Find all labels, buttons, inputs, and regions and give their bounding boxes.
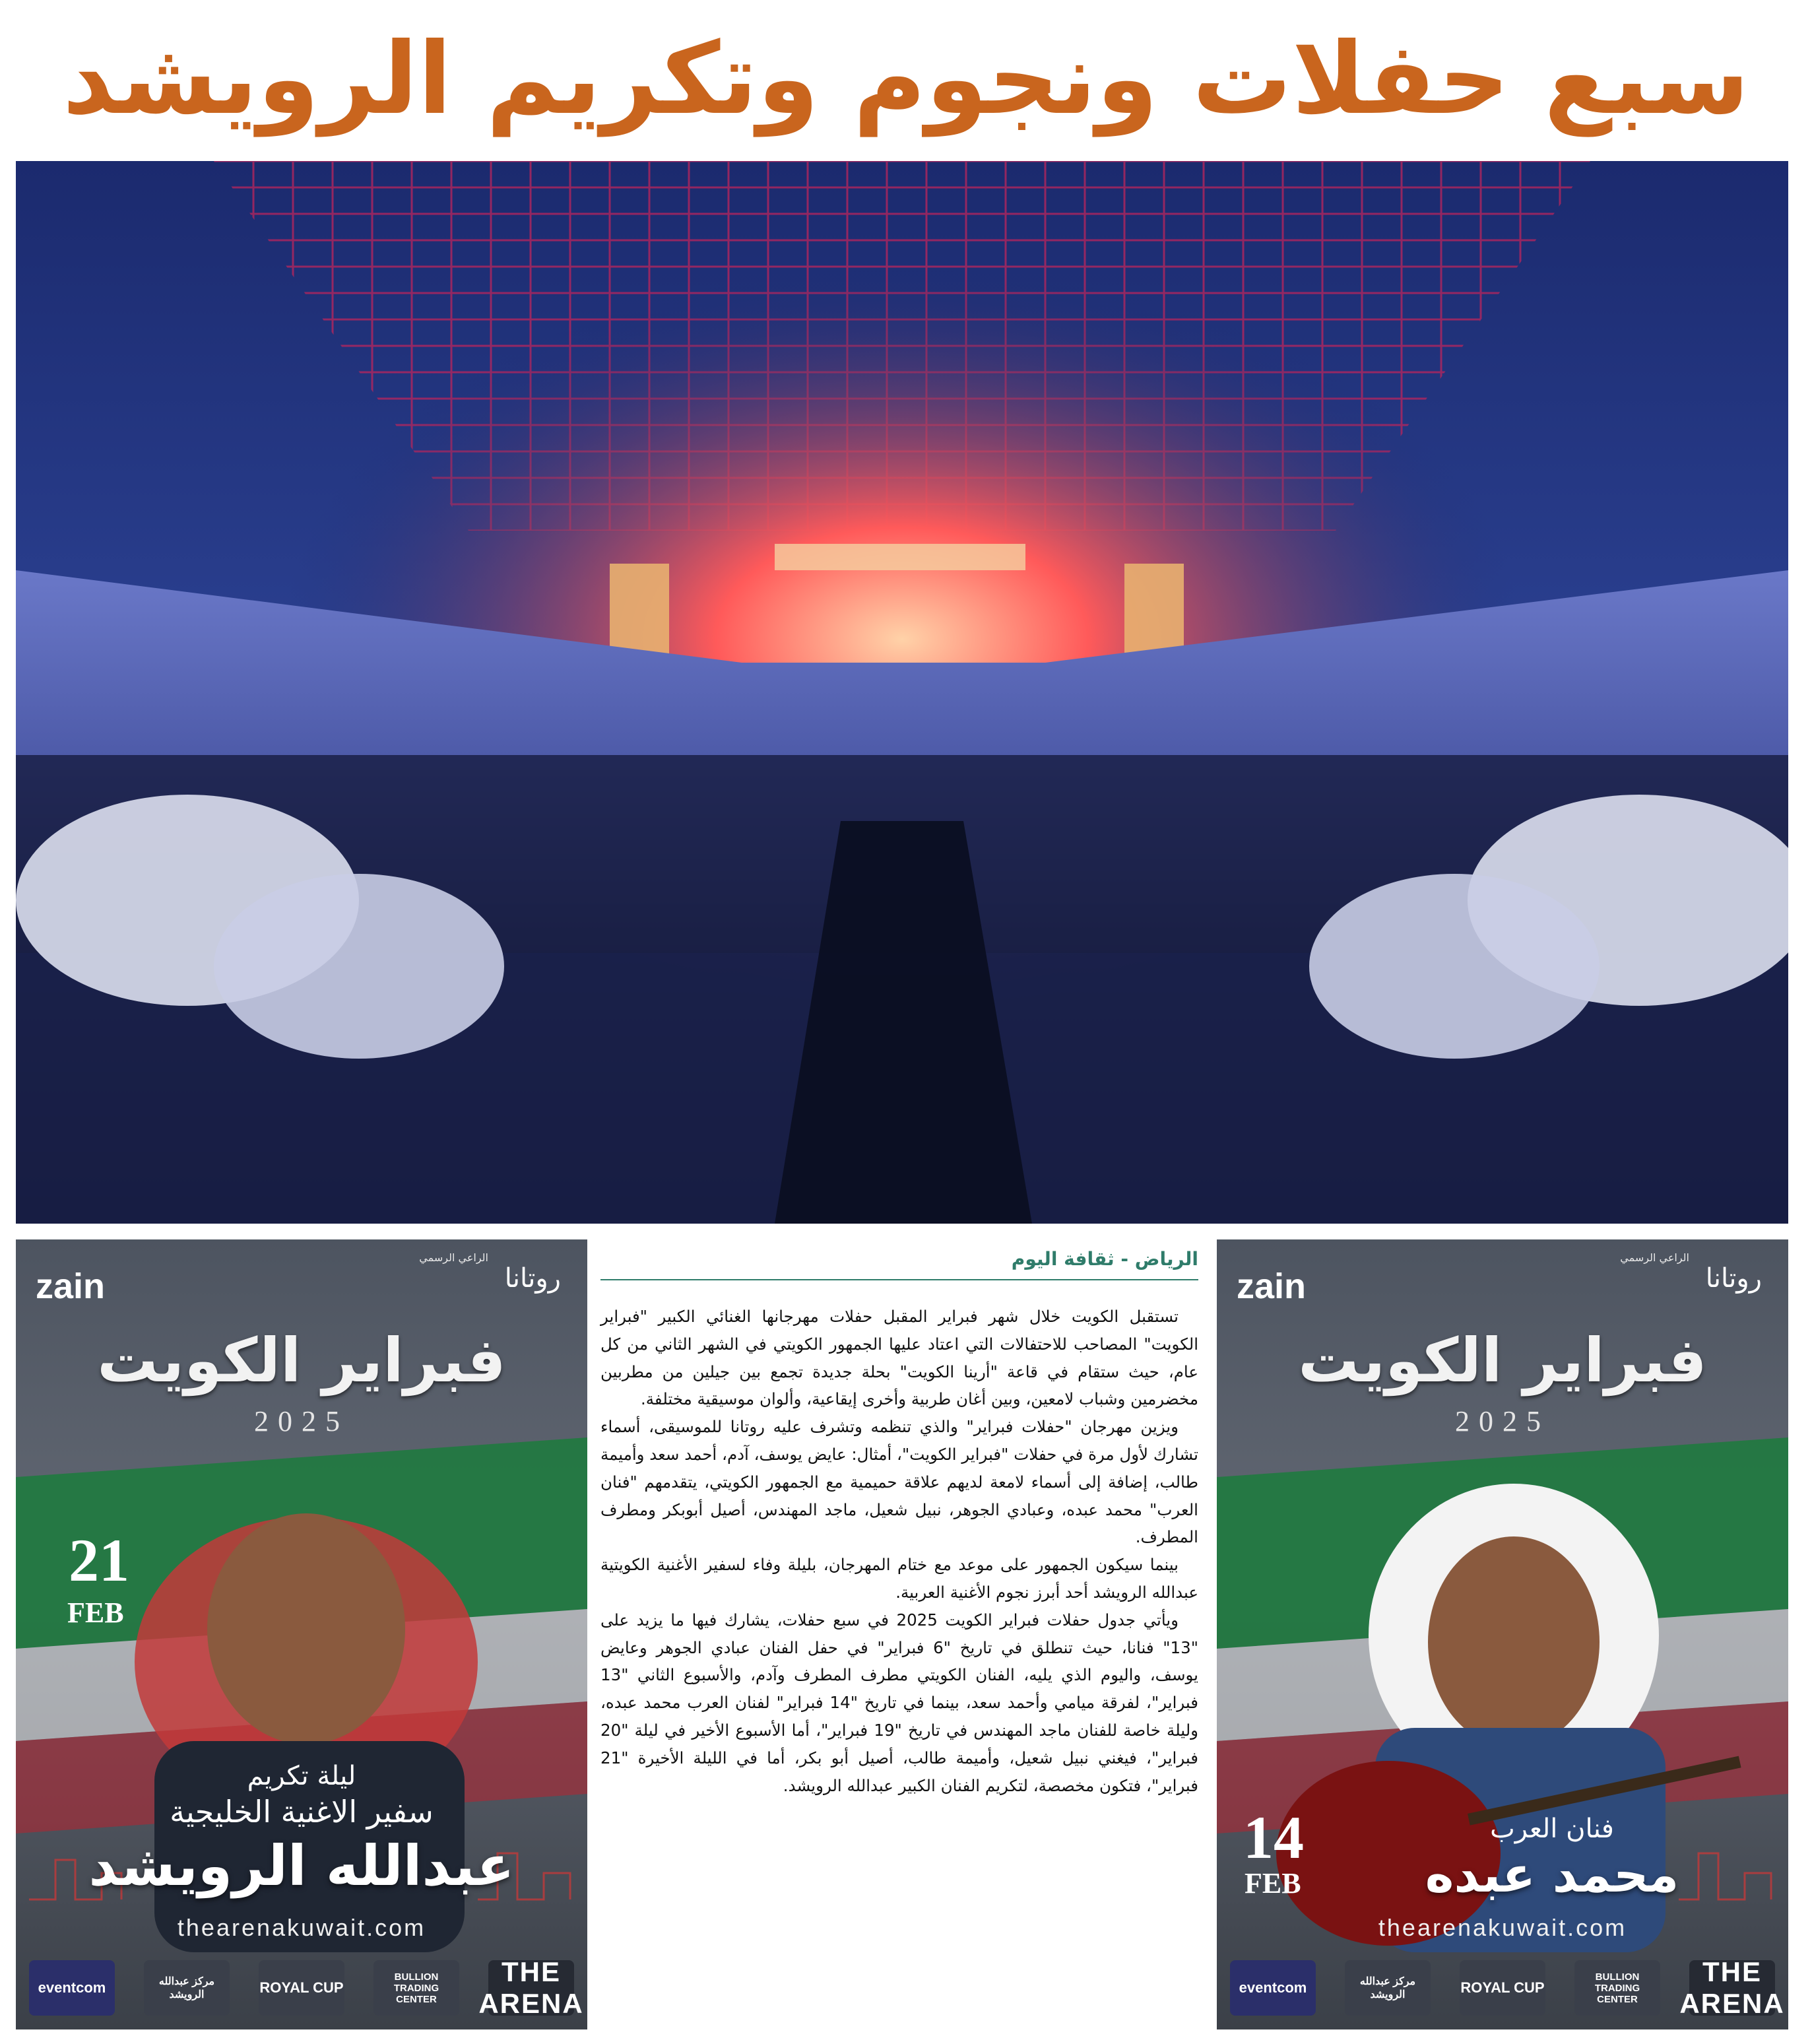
event-month: FEB	[1245, 1867, 1301, 1899]
event-day: 14	[1243, 1804, 1304, 1871]
zain-logo: zain	[36, 1267, 106, 1306]
alruwaished-center-logo: مركز عبدالله الرويشد	[1345, 1960, 1431, 2016]
eventcom-logo: eventcom	[1230, 1960, 1316, 2016]
bullion-trading-logo: BULLION TRADING CENTER	[373, 1960, 459, 2016]
royal-cup-logo: ROYAL CUP	[259, 1960, 344, 2016]
arena-logo: THE ARENA	[478, 1956, 584, 2019]
royal-cup-logo: ROYAL CUP	[1460, 1960, 1545, 2016]
bullion-trading-logo: BULLION TRADING CENTER	[1574, 1960, 1660, 2016]
article-body	[600, 1303, 1198, 1799]
rotana-logo: روتانا	[504, 1263, 561, 1294]
page-headline: سبع حفلات ونجوم وتكريم الرويشد	[62, 22, 1750, 137]
event-subtitle: سفير الاغنية الخليجية	[170, 1794, 434, 1830]
official-sponsor-label: الراعي الرسمي	[419, 1251, 488, 1264]
website-url: thearenakuwait.com	[1378, 1914, 1627, 1941]
event-tagline: ليلة تكريم	[247, 1761, 356, 1791]
article-paragraph: ويزين مهرجان "حفلات فبراير" والذي تنظمه وتشرف عليه روتانا للموسيقى، أسماء تشارك لأول مرة في حفلات "فبراير الكويت"، أمثال: عايض يوسف، آدم، أحمد سعد وأميمة طالب، إضافة إلى أسماء لامعة لديهم علاقة حميمية مع الجمهور الكويتي، يتقدمهم "فنان العرب" محمد عبده، وعبادي الجوهر، نبيل شعيل، ماجد المهندس، أصيل أبوبكر ومطرف المطرف.	[600, 1417, 1198, 1547]
event-tagline: فنان العرب	[1490, 1814, 1614, 1844]
festival-year: 2025	[254, 1405, 349, 1437]
alruwaished-center-logo: مركز عبدالله الرويشد	[144, 1960, 230, 2016]
zain-logo: zain	[1237, 1267, 1307, 1306]
article-paragraph: بينما سيكون الجمهور على موعد مع ختام المهرجان، بليلة وفاء لسفير الأغنية الكويتية عبدالله الرويشد أحد أبرز نجوم الأغنية العربية.	[600, 1555, 1198, 1602]
artist-name: عبدالله الرويشد	[88, 1833, 515, 1898]
arena-logo: THE ARENA	[1679, 1956, 1785, 2019]
arena-illustration	[16, 161, 1788, 1224]
sponsor-strip	[29, 1956, 584, 2020]
concert-photo	[16, 161, 1788, 1224]
article-paragraph: ويأتي جدول حفلات فبراير الكويت 2025 في سبع حفلات، يشارك فيها ما يزيد على "13" فنانا، حيث تنطلق في تاريخ "6 فبراير" في حفل الفنان عبادي الجوهر وعايض يوسف، واليوم الذي يليه، الفنان الكويتي مطرف المطرف وآدم، والأسبوع الثاني "13 فبراير"، لفرقة ميامي وأحمد سعد، بينما في تاريخ "14 فبراير" لفنان العرب محمد عبده، وليلة خاصة للفنان ماجد المهندس في تاريخ "19 فبراير"، أما الأسبوع الأخير في ليلة "20 فبراير"، فيغني نبيل شعيل، وأميمة طالب، أصيل أبو بكر، أما في الليلة الأخيرة "21 فبراير"، فتكون مخصصة، لتكريم الفنان الكبير عبدالله الرويشد.	[600, 1610, 1198, 1795]
festival-title: فبراير الكويت	[1298, 1325, 1707, 1396]
event-month: FEB	[67, 1597, 124, 1629]
festival-title: فبراير الكويت	[97, 1325, 506, 1396]
eventcom-logo: eventcom	[29, 1960, 115, 2016]
poster-mohammed-abdu	[1217, 1239, 1788, 2029]
article-paragraph: تستقبل الكويت خلال شهر فبراير المقبل حفلات مهرجانها الغنائي الكبير "فبراير الكويت" المصاحب للاحتفالات التي اعتاد عليها الجمهور الكويتي في الشهر الثاني من كل عام، حيث ستقام في قاعة "أرينا الكويت" بحلة جديدة تجمع بين جيلين من مطربين مخضرمين وشباب لامعين، وبين أغان طربية وأخرى إيقاعية، وألوان موسيقية مختلفة.	[600, 1307, 1198, 1409]
official-sponsor-label: الراعي الرسمي	[1620, 1251, 1689, 1264]
article	[600, 1239, 1198, 2029]
event-day: 21	[69, 1527, 129, 1594]
dateline: الرياض - ثقافة اليوم	[600, 1239, 1198, 1280]
sponsor-strip	[1230, 1956, 1785, 2020]
artist-name: محمد عبده	[1425, 1847, 1679, 1903]
festival-year: 2025	[1455, 1405, 1550, 1437]
website-url: thearenakuwait.com	[177, 1914, 426, 1941]
rotana-logo: روتانا	[1705, 1263, 1762, 1294]
poster-abdullah-alruwaished	[16, 1239, 587, 2029]
